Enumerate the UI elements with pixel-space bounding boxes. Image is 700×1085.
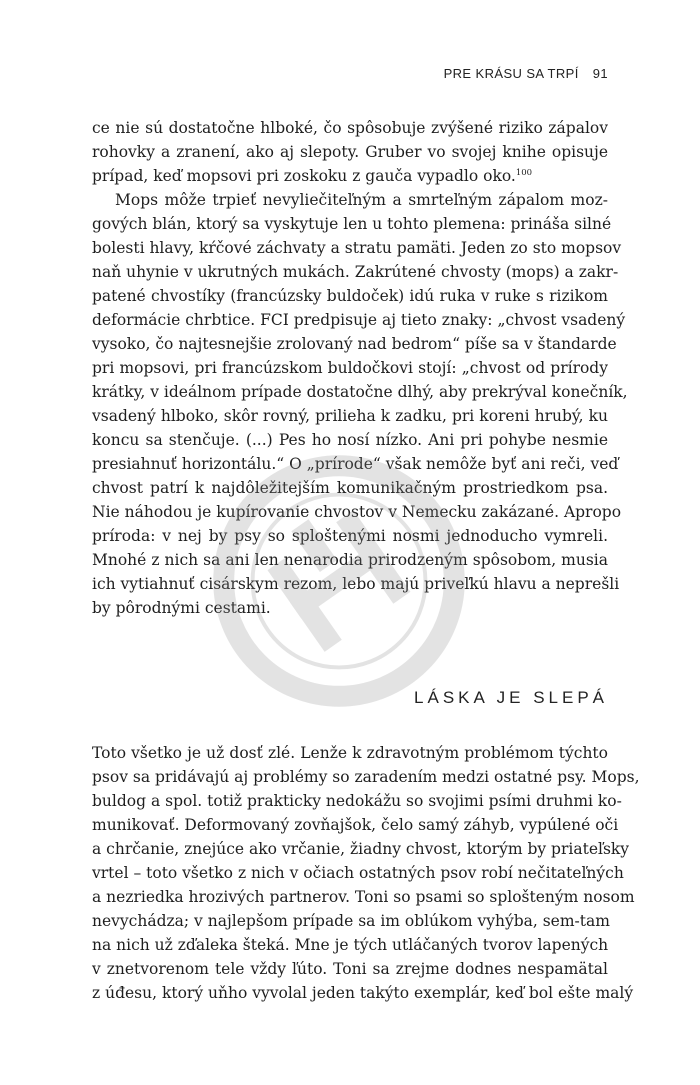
text-line: patené chvostíky (francúzsky buldoček) idú ruka v ruke s rizikom xyxy=(92,287,608,305)
section-heading: LÁSKA JE SLEPÁ xyxy=(414,688,608,707)
text-line: vysoko, čo najtesnejšie zrolovaný nad bedrom“ píše sa v štandarde xyxy=(92,335,617,353)
text-line: príroda: v nej by psy so sploštenými nosmi jednoducho vymreli. xyxy=(92,527,608,545)
text-line: by pôrodnými cestami. xyxy=(92,599,271,617)
text-line: rohovky a zranení, ako aj slepoty. Gruber vo svojej knihe opisuje xyxy=(92,143,608,161)
text-line: vsadený hlboko, skôr rovný, prilieha k zadku, pri koreni hrubý, ku xyxy=(92,407,608,425)
page-number: 91 xyxy=(592,66,608,81)
body-text-bottom xyxy=(92,741,640,1005)
text-line: ich vytiahnuť cisárskym rezom, lebo majú priveľkú hlavu a neprešli xyxy=(92,575,620,593)
text-line: ce nie sú dostatočne hlboké, čo spôsobuje zvýšené riziko zápalov xyxy=(92,119,608,137)
running-title: PRE KRÁSU SA TRPÍ xyxy=(443,66,579,81)
text-line: na nich už zďaleka šteká. Mne je tých utláčaných tvorov lapených xyxy=(92,936,609,954)
text-line: Toto všetko je už dosť zlé. Lenže k zdravotným problémom týchto xyxy=(92,744,608,762)
text-line: deformácie chrbtice. FCI predpisuje aj tieto znaky: „chvost vsadený xyxy=(92,311,626,329)
body-text-top xyxy=(92,116,628,620)
text-line: bolesti hlavy, kŕčové záchvaty a stratu pamäti. Jeden zo sto mopsov xyxy=(92,239,622,257)
running-header xyxy=(444,66,608,81)
text-line: Nie náhodou je kupírovanie chvostov v Nemecku zakázané. Apropo xyxy=(92,503,622,521)
text-line: koncu sa stenčuje. (...) Pes ho nosí nízko. Ani pri pohybe nesmie xyxy=(92,431,608,449)
text-line: Mops môže trpieť nevyliečiteľným a smrteľným zápalom moz- xyxy=(115,191,608,209)
text-line: psov sa pridávajú aj problémy so zaradením medzi ostatné psy. Mops, xyxy=(92,768,640,786)
footnote-reference[interactable]: 100 xyxy=(515,167,533,178)
text-line: pri mopsovi, pri francúzskom buldočkovi stojí: „chvost od prírody xyxy=(92,359,608,377)
text-line: Mnohé z nich sa ani len nenarodia prirodzeným spôsobom, musia xyxy=(92,551,608,569)
text-line: naň uhynie v ukrutných mukách. Zakrútené chvosty (mops) a zakr- xyxy=(92,263,619,281)
text-line: buldog a spol. totiž prakticky nedokážu so svojimi psími druhmi ko- xyxy=(92,792,622,810)
text-line: chvost patrí k najdôležitejším komunikačným prostriedkom psa. xyxy=(92,479,608,497)
text-line: munikovať. Deformovaný zovňajšok, čelo samý záhyb, vypúlené oči xyxy=(92,816,619,834)
text-line: v znetvorenom tele vždy ľúto. Toni sa zrejme dodnes nespamätal xyxy=(92,960,608,978)
text-line-with-footnote xyxy=(92,164,608,188)
text-line: a nezriedka hrozivých partnerov. Toni so psami so splošteným nosom xyxy=(92,888,635,906)
text-line: nevychádza; v najlepšom prípade sa im oblúkom vyhýba, sem-tam xyxy=(92,912,610,930)
text-line: a chrčanie, znejúce ako vrčanie, žiadny chvost, ktorým by priateľsky xyxy=(92,840,630,858)
text-line: presiahnuť horizontálu.“ O „prírode“ však nemôže byť ani reči, veď xyxy=(92,455,619,473)
text-line: gových blán, ktorý sa vyskytuje len u tohto plemena: prináša silné xyxy=(92,215,612,233)
text-line: prípad, keď mopsovi pri zoskoku z gauča vypadlo oko. xyxy=(92,167,516,185)
text-line: vrtel – toto všetko z nich v očiach ostatných psov robí nečitateľných xyxy=(92,864,624,882)
text-line: krátky, v ideálnom prípade dostatočne dlhý, aby prekrýval konečník, xyxy=(92,383,628,401)
text-line: z úđesu, ktorý uňho vyvolal jeden takýto exemplár, keď bol ešte malý xyxy=(92,984,634,1002)
